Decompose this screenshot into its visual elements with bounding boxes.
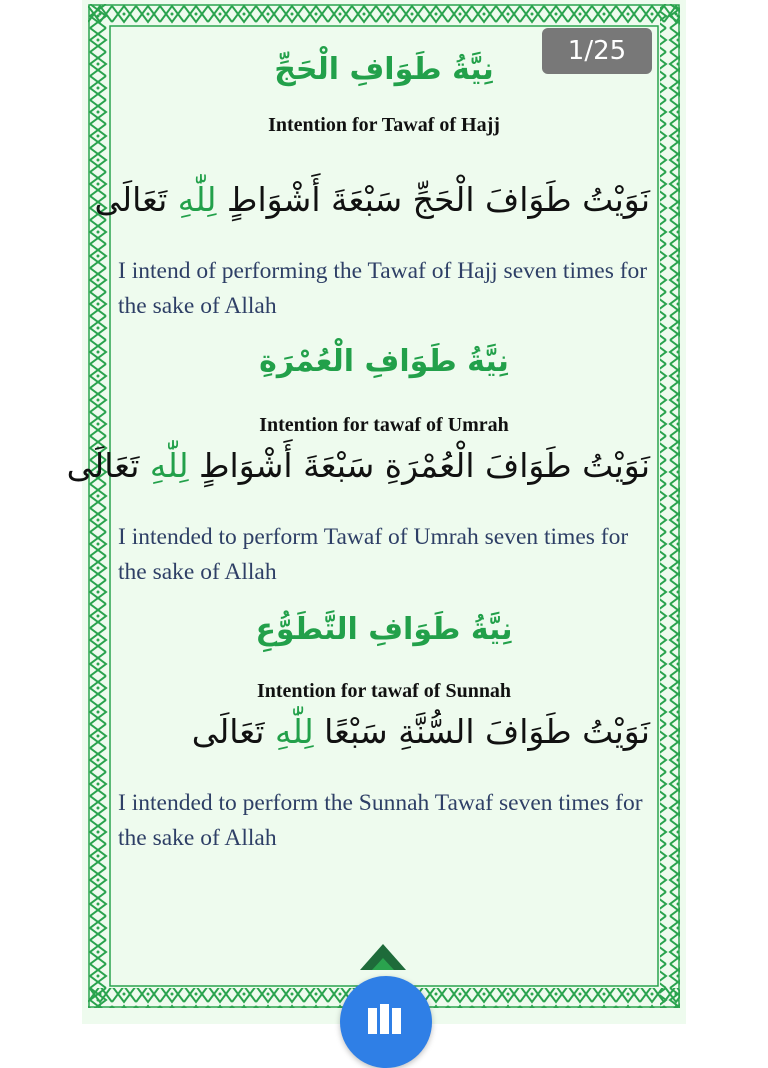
section-1-arabic-text: [94, 180, 650, 219]
scroll-up-icon[interactable]: [360, 940, 406, 974]
section-2-english-heading: Intention for tawaf of Umrah: [259, 414, 509, 436]
book-pages-icon: [366, 998, 406, 1038]
section-3-arabic-after: تَعَالَى: [191, 712, 275, 751]
section-2-arabic-heading: نِيَّةُ طَوَافِ الْعُمْرَةِ: [259, 344, 509, 379]
ornamental-border: [88, 4, 680, 1008]
section-2-translation: I intended to perform Tawaf of Umrah seven times for the sake of Allah: [118, 524, 629, 585]
page-counter: 1/25: [542, 28, 652, 74]
section-2-arabic-before: نَوَيْتُ طَوَافَ الْعُمْرَةِ سَبْعَةَ أَشْوَاطٍ: [188, 446, 650, 485]
section-2-arabic-after: تَعَالَى: [66, 446, 150, 485]
section-2-arabic-allah: لِلّٰهِ: [149, 446, 189, 485]
section-3-arabic-allah: لِلّٰهِ: [274, 712, 314, 751]
section-1-english-heading: Intention for Tawaf of Hajj: [268, 114, 500, 136]
section-1-translation: I intend of performing the Tawaf of Hajj seven times for the sake of Allah: [118, 258, 648, 319]
section-3-arabic-text: [120, 712, 650, 751]
section-3-english-heading: Intention for tawaf of Sunnah: [256, 680, 512, 702]
book-pages-button[interactable]: [340, 976, 432, 1068]
section-1-arabic-before: نَوَيْتُ طَوَافَ الْحَجِّ سَبْعَةَ أَشْوَاطٍ: [216, 180, 650, 219]
section-1-arabic-after: تَعَالَى: [94, 180, 178, 219]
section-1-arabic-heading: نِيَّةُ طَوَافِ الْحَجِّ: [274, 52, 494, 87]
section-3-arabic-before: نَوَيْتُ طَوَافَ السُّنَّةِ سَبْعًا: [313, 712, 650, 751]
section-3-translation: I intended to perform the Sunnah Tawaf seven times for the sake of Allah: [118, 790, 643, 851]
section-1-arabic-allah: لِلّٰهِ: [177, 180, 217, 219]
section-3-arabic-heading: نِيَّةُ طَوَافِ التَّطَوُّعِ: [255, 612, 513, 647]
section-2-arabic-text: [66, 446, 650, 485]
